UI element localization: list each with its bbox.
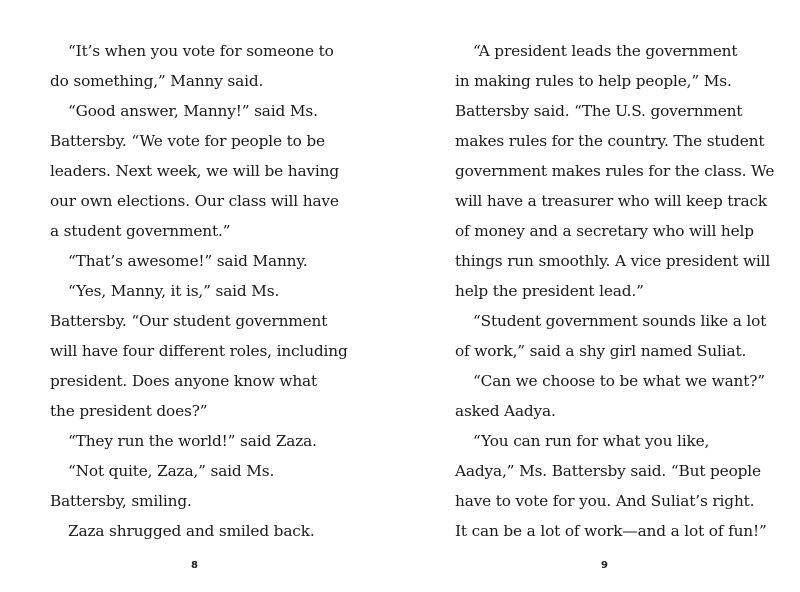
text-line: “Good answer, Manny!” said Ms.: [68, 102, 318, 120]
text-line: leaders. Next week, we will be having: [50, 162, 340, 180]
right-page-body: [455, 36, 775, 546]
text-line: Battersby. “Our student government: [50, 312, 328, 330]
text-line: Battersby said. “The U.S. government: [455, 102, 743, 120]
text-line: our own elections. Our class will have: [50, 192, 339, 210]
text-line: makes rules for the country. The student: [455, 132, 765, 150]
text-line: government makes rules for the class. We: [455, 162, 775, 180]
text-line: will have four different roles, including: [50, 342, 348, 360]
text-line: “A president leads the government: [473, 42, 738, 60]
text-line: Aadya,” Ms. Battersby said. “But people: [455, 462, 761, 480]
right-page-number: 9: [601, 560, 608, 571]
text-line: “Can we choose to be what we want?”: [473, 372, 765, 390]
text-line: have to vote for you. And Suliat’s right.: [455, 492, 755, 510]
text-line: “Student government sounds like a lot: [473, 312, 767, 330]
text-line: asked Aadya.: [455, 402, 556, 420]
text-line: “You can run for what you like,: [473, 432, 710, 450]
text-line: Battersby. “We vote for people to be: [50, 132, 325, 150]
text-line: “It’s when you vote for someone to: [68, 42, 334, 60]
text-line: Zaza shrugged and smiled back.: [68, 522, 315, 540]
text-line: do something,” Manny said.: [50, 72, 264, 90]
text-line: of work,” said a shy girl named Suliat.: [455, 342, 747, 360]
left-page-number: 8: [191, 560, 198, 571]
text-line: president. Does anyone know what: [50, 372, 317, 390]
text-line: help the president lead.”: [455, 282, 644, 300]
text-line: “That’s awesome!” said Manny.: [68, 252, 308, 270]
text-line: things run smoothly. A vice president will: [455, 252, 771, 270]
text-line: the president does?”: [50, 402, 208, 420]
text-line: will have a treasurer who will keep track: [455, 192, 767, 210]
text-line: a student government.”: [50, 222, 231, 240]
left-page-body: [50, 36, 350, 546]
text-line: in making rules to help people,” Ms.: [455, 72, 732, 90]
text-line: “Not quite, Zaza,” said Ms.: [68, 462, 275, 480]
text-line: “They run the world!” said Zaza.: [68, 432, 317, 450]
text-line: It can be a lot of work—and a lot of fun!”: [455, 522, 767, 540]
text-line: of money and a secretary who will help: [455, 222, 754, 240]
text-line: “Yes, Manny, it is,” said Ms.: [68, 282, 280, 300]
text-line: Battersby, smiling.: [50, 492, 192, 510]
